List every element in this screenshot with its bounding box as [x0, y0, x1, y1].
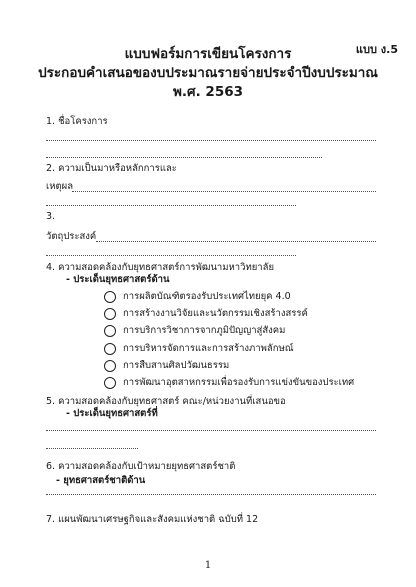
radio-icon[interactable] — [104, 343, 116, 355]
section1-fill-line[interactable] — [46, 140, 376, 141]
strategy-option-1[interactable] — [104, 289, 291, 304]
section2-label-cont: เหตุผล — [46, 181, 74, 192]
form-title-line3: พ.ศ. 2563 — [173, 84, 243, 100]
strategy-option-label: การสืบสานศิลปวัฒนธรรม — [123, 360, 230, 371]
section1-fill-line-2[interactable] — [46, 157, 322, 158]
section3-fill-line-2[interactable] — [46, 255, 296, 256]
radio-icon[interactable] — [104, 291, 116, 303]
form-title-line2: ประกอบคำเสนอของบประมาณรายจ่ายประจำปีงบประมาณ — [38, 65, 378, 81]
section6-sublabel: - ยุทธศาสตร์ชาติด้าน — [56, 475, 146, 486]
section3-label-cont: วัตถุประสงค์ — [46, 231, 97, 242]
strategy-option-label: การบริหารจัดการและการสร้างภาพลักษณ์ — [123, 343, 294, 354]
strategy-option-label: การบริการวิชาการจากภูมิปัญญาสู่สังคม — [123, 325, 286, 336]
radio-icon[interactable] — [104, 377, 116, 389]
section2-label: 2. ความเป็นมาหรือหลักการและ — [46, 163, 177, 174]
form-code: แบบ ง.5 — [355, 43, 398, 56]
section7-label: 7. แผนพัฒนาเศรษฐกิจและสังคมแห่งชาติ ฉบับที่ 12 — [46, 514, 259, 525]
section4-sublabel: - ประเด็นยุทธศาสตร์ด้าน — [66, 274, 170, 285]
strategy-option-6[interactable] — [104, 375, 354, 390]
page-number: 1 — [204, 560, 212, 571]
section3-fill-line[interactable] — [96, 241, 376, 242]
section4-label: 4. ความสอดคล้องกับยุทธศาสตร์การพัฒนามหาวิทยาลัย — [46, 262, 275, 273]
section5-sublabel: - ประเด็นยุทธศาสตร์ที่ — [66, 408, 158, 419]
strategy-option-label: การพัฒนาอุตสาหกรรมเพื่อรองรับการแข่งขันของประเทศ — [123, 377, 355, 388]
radio-icon[interactable] — [104, 308, 116, 320]
section5-fill-line[interactable] — [46, 430, 376, 431]
radio-icon[interactable] — [104, 360, 116, 372]
section3-label: 3. — [46, 211, 56, 222]
section6-fill-line[interactable] — [46, 494, 376, 495]
strategy-option-3[interactable] — [104, 323, 285, 338]
strategy-option-2[interactable] — [104, 306, 308, 321]
strategy-option-4[interactable] — [104, 341, 294, 356]
strategy-option-label: การสร้างงานวิจัยและนวัตกรรมเชิงสร้างสรรค์ — [123, 308, 308, 319]
strategy-option-5[interactable] — [104, 358, 229, 373]
section6-label: 6. ความสอดคล้องกับเป้าหมายยุทธศาสตร์ชาติ — [46, 461, 236, 472]
section2-fill-line[interactable] — [72, 191, 376, 192]
section5-fill-line-2[interactable] — [46, 448, 138, 449]
section1-label: 1. ชื่อโครงการ — [46, 116, 108, 127]
radio-icon[interactable] — [104, 325, 116, 337]
form-title-line1: แบบฟอร์มการเขียนโครงการ — [124, 46, 292, 62]
strategy-option-label: การผลิตบัณฑิตรองรับประเทศไทยยุค 4.0 — [123, 291, 291, 302]
section2-fill-line-2[interactable] — [46, 205, 296, 206]
section5-label: 5. ความสอดคล้องกับยุทธศาสตร์ คณะ/หน่วยงานที่เสนอขอ — [46, 396, 286, 407]
